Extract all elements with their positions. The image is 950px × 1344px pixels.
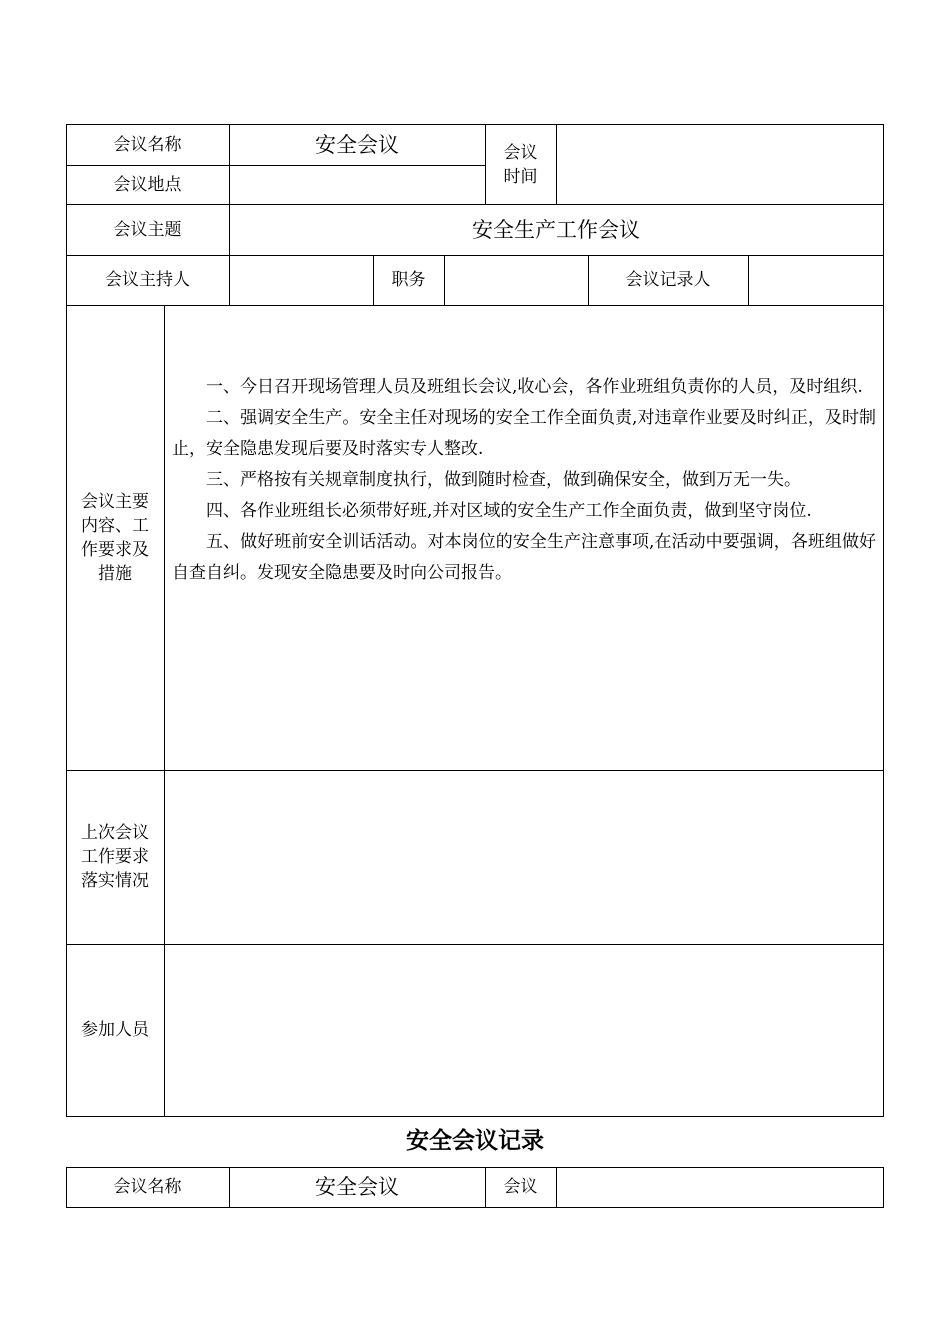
record-title: 安全会议记录 [406,1127,544,1154]
table2-time-label: 会议 [503,1177,538,1197]
last-meeting-label [66,770,164,944]
table-rule [164,305,165,1117]
meeting-theme-label: 会议主题 [113,219,182,240]
content-label-line: 作要求及 [81,539,149,560]
meeting-place-value [229,165,485,204]
recorder-value [748,255,883,305]
last-meeting-label-line: 上次会议 [81,823,149,843]
meeting-theme-value: 安全生产工作会议 [472,217,640,242]
position-value [444,255,588,305]
table-border-bottom [66,1116,884,1117]
table-rule [66,770,884,771]
table2-name-value: 安全会议 [315,1175,399,1199]
table2-border-right [883,1167,884,1208]
meeting-place-label: 会议地点 [113,174,182,195]
recorder-label: 会议记录人 [625,270,711,290]
position-label: 职务 [391,270,426,290]
content-paragraph: 三、严格按有关规章制度执行，做到随时检查，做到确保安全，做到万无一失。 [206,470,801,490]
last-meeting-label-line: 工作要求 [81,847,149,867]
meeting-time-label-line1: 会议 [503,142,538,163]
meeting-time-label-line2: 时间 [503,166,538,187]
table-rule [66,944,884,945]
content-label-line: 措施 [98,563,132,584]
table2-name-label: 会议名称 [113,1177,182,1197]
table2-rule [556,1167,557,1208]
meeting-time-value [556,124,883,205]
table-border-right [883,124,884,1117]
table2-border-bottom [66,1207,884,1208]
content-label [66,305,164,770]
content-label-line: 会议主要 [81,491,149,512]
content-paragraph: 二、强调安全生产。安全主任对现场的安全工作全面负责,对违章作业要及时纠正，及时制止，安全隐患发现后要及时落实专人整改. [172,408,876,459]
content-paragraph: 一、今日召开现场管理人员及班组长会议,收心会，各作业班组负责你的人员，及时组织. [206,377,863,397]
meeting-name-value: 安全会议 [315,132,399,157]
table-rule [66,305,884,306]
content-paragraph: 四、各作业班组长必须带好班,并对区域的安全生产工作全面负责，做到坚守岗位. [206,501,812,521]
content-label-line: 内容、工 [81,515,149,536]
meeting-time-label [485,124,556,205]
content-paragraph: 五、做好班前安全训话活动。对本岗位的安全生产注意事项,在活动中要强调，各班组做好自查自纠。发现安全隐患要及时向公司报告。 [172,532,876,583]
last-meeting-label-line: 落实情况 [81,871,149,891]
meeting-host-label: 会议主持人 [105,270,190,290]
meeting-host-value [229,255,373,305]
meeting-content [172,372,876,589]
attendees-label: 参加人员 [81,1020,149,1040]
meeting-name-label: 会议名称 [113,134,182,155]
